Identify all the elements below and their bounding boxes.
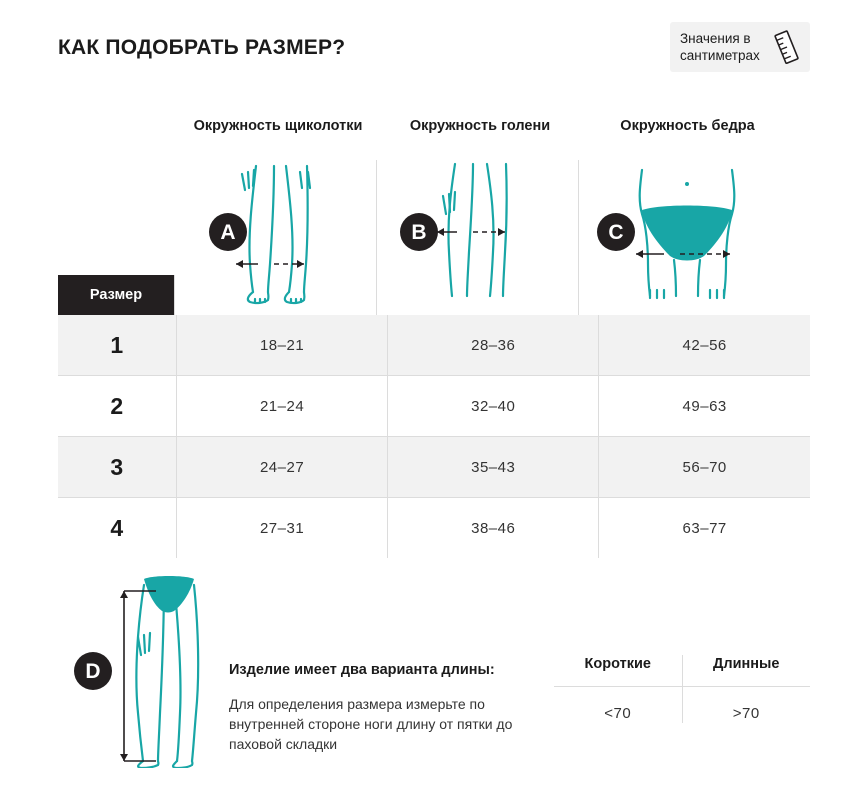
- cell-size: 2: [58, 376, 177, 437]
- cell-calf: 38–46: [388, 498, 599, 559]
- full-legs-icon: [108, 573, 228, 768]
- cell-hip: 56–70: [599, 437, 810, 498]
- cell-ankle: 18–21: [177, 315, 388, 376]
- units-badge-label: Значения в сантиметрах: [680, 31, 760, 63]
- cell-hip: 42–56: [599, 315, 810, 376]
- length-header-long: Длинные: [682, 655, 810, 687]
- marker-c: C: [597, 213, 635, 251]
- cell-hip: 63–77: [599, 498, 810, 559]
- length-value-long: >70: [732, 705, 760, 722]
- divider-vertical-2: [376, 160, 377, 315]
- cell-size: 4: [58, 498, 177, 559]
- length-value-short: <70: [554, 687, 682, 724]
- cell-size: 3: [58, 437, 177, 498]
- length-note-body: Для определения размера измерьте по внутренней стороне ноги длину от пятки до паховой складки: [229, 696, 513, 752]
- cell-size: 1: [58, 315, 177, 376]
- marker-a: A: [209, 213, 247, 251]
- ruler-icon: [774, 30, 800, 64]
- cell-calf: 28–36: [388, 315, 599, 376]
- length-table: [554, 655, 810, 723]
- size-table: [58, 315, 810, 558]
- column-header-hip: Окружность бедра: [620, 118, 755, 134]
- length-note-title: Изделие имеет два варианта длины:: [229, 662, 495, 678]
- marker-b: B: [400, 213, 438, 251]
- table-row: [58, 437, 810, 498]
- cell-hip: 49–63: [599, 376, 810, 437]
- length-table-header-row: [554, 655, 810, 687]
- column-header-calf: Окружность голени: [409, 118, 551, 134]
- length-table-row: [554, 687, 810, 724]
- size-column-header: Размер: [58, 275, 174, 315]
- column-header-ankle: Окружность щиколотки: [193, 118, 363, 134]
- length-header-short: Короткие: [554, 655, 682, 687]
- cell-ankle: 21–24: [177, 376, 388, 437]
- cell-ankle: 24–27: [177, 437, 388, 498]
- table-row: [58, 498, 810, 559]
- divider-vertical-3: [578, 160, 579, 315]
- page-title: КАК ПОДОБРАТЬ РАЗМЕР?: [58, 36, 346, 59]
- marker-d: D: [74, 652, 112, 690]
- cell-calf: 35–43: [388, 437, 599, 498]
- divider-vertical-1: [174, 275, 175, 315]
- cell-ankle: 27–31: [177, 498, 388, 559]
- cell-calf: 32–40: [388, 376, 599, 437]
- table-row: [58, 315, 810, 376]
- table-row: [58, 376, 810, 437]
- units-badge: [670, 22, 810, 72]
